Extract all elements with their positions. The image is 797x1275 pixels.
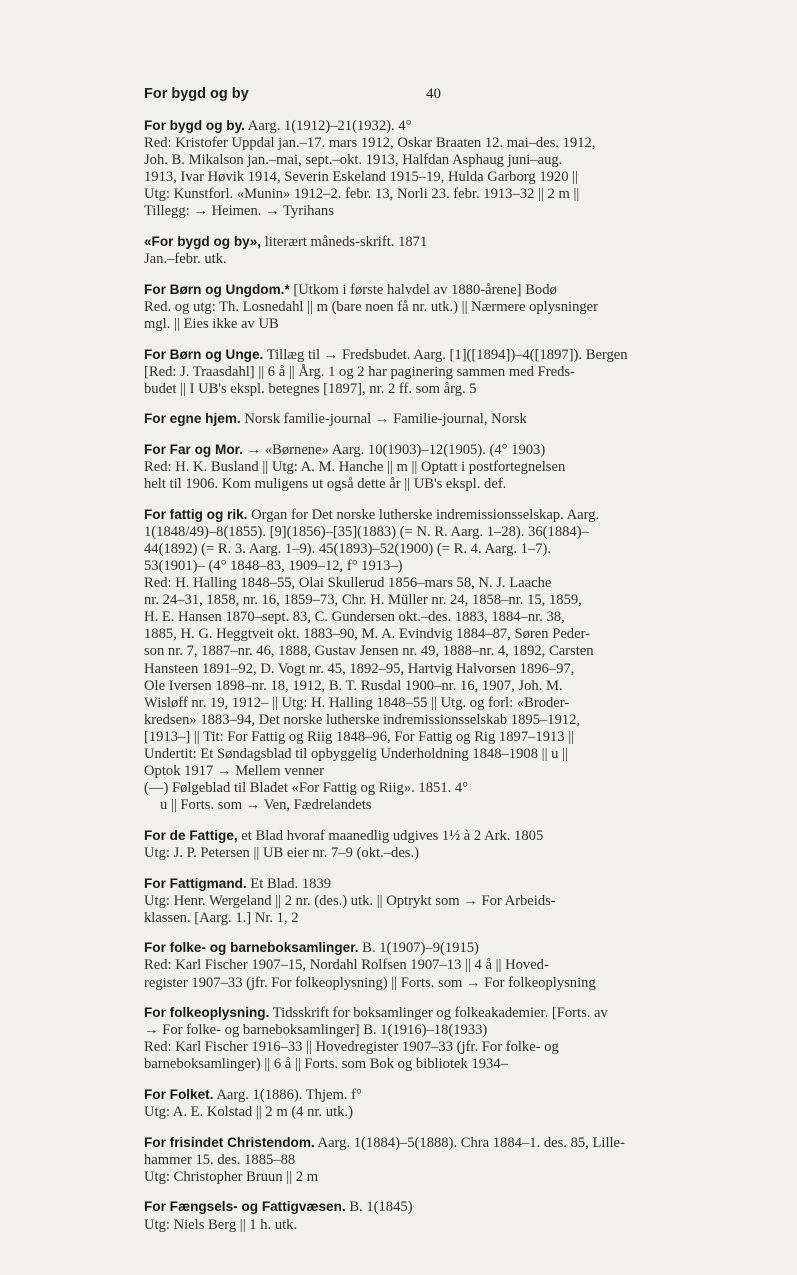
entry-line: Red: Karl Fischer 1916–33 || Hovedregister 1907–33 (jfr. For folke- og <box>144 1039 559 1056</box>
entry-line: Joh. B. Mikalson jan.–mai, sept.–okt. 1913, Halfdan Asphaug juni–aug. <box>144 152 563 169</box>
entry-line: Utg: A. E. Kolstad || 2 m (4 nr. utk.) <box>144 1104 353 1121</box>
entry-line: Red: Kristofer Uppdal jan.–17. mars 1912, Oskar Braaten 12. mai–des. 1912, <box>144 135 596 152</box>
entry-text: Aarg. 1(1912)–21(1932). 4° <box>244 118 412 134</box>
entry-line: Red: H. K. Busland || Utg: A. M. Hanche || m || Optatt i postfortegnelsen <box>144 459 566 475</box>
entry-line: 1913, Ivar Høvik 1914, Severin Eskeland 1915–19, Hulda Garborg 1920 || <box>144 169 578 186</box>
entry-first-line <box>144 875 734 893</box>
entry-line: budet || I UB's ekspl. betegnes [1897], nr. 2 ff. som årg. 5 <box>144 380 477 397</box>
entry-line: hammer 15. des. 1885–88 <box>144 1151 296 1168</box>
entry-headword: For Børn og Unge. <box>144 346 264 362</box>
catalog-entry <box>144 233 734 268</box>
entry-first-line <box>144 410 734 428</box>
catalog-entry <box>144 506 734 815</box>
entry-text: Organ for Det norske lutherske indremissionsselskap. Aarg. <box>247 506 600 523</box>
catalog-entry <box>144 441 734 493</box>
entry-line: register 1907–33 (jfr. For folkeoplysning) || Forts. som → For folkeoplysning <box>144 974 596 991</box>
entry-list <box>144 117 734 1246</box>
entry-line: Red: H. Halling 1848–55, Olai Skullerud 1856–mars 58, N. J. Laache <box>144 575 552 592</box>
entry-line: → For folke- og barneboksamlinger] B. 1(1916)–18(1933) <box>144 1022 488 1039</box>
entry-line: helt til 1906. Kom muligens ut også dette år || UB's ekspl. def. <box>144 476 507 493</box>
catalog-entry <box>144 939 734 991</box>
entry-line: [Red: J. Traasdahl] || 6 å || Årg. 1 og 2 har paginering sammen med Freds- <box>144 363 575 380</box>
entry-text: B. 1(1845) <box>345 1199 413 1216</box>
entry-line: mgl. || Eies ikke av UB <box>144 315 279 332</box>
entry-first-line <box>144 233 734 251</box>
entry-text: Norsk familie-journal → Familie-journal, Norsk <box>240 411 527 428</box>
entry-line: Utg: Niels Berg || 1 h. utk. <box>144 1216 298 1233</box>
entry-text: Aarg. 1(1884)–5(1888). Chra 1884–1. des. 85, Lille- <box>314 1134 625 1151</box>
entry-headword: For Fængsels- og Fattigvæsen. <box>144 1199 346 1215</box>
entry-text: B. 1(1907)–9(1915) <box>358 940 479 957</box>
entry-subentry-line: (—) Følgeblad til Bladet «For Fattig og Riig». 1851. 4° <box>144 780 469 797</box>
entry-headword: For folke- og barneboksamlinger. <box>144 940 359 956</box>
entry-line: nr. 24–31, 1858, nr. 16, 1859–73, Chr. H. Müller nr. 24, 1858–nr. 15, 1859, <box>144 592 582 609</box>
catalog-entry <box>144 827 734 862</box>
entry-first-line <box>144 1198 734 1216</box>
entry-headword: For bygd og by. <box>144 118 245 133</box>
entry-first-line <box>144 827 734 845</box>
entry-line: Tillegg: → Heimen. → Tyrihans <box>144 203 334 220</box>
entry-headword: For Fattigmand. <box>144 875 247 891</box>
entry-first-line <box>144 441 734 459</box>
entry-line: 1885, H. G. Heggtveit okt. 1883–90, M. A. Evindvig 1884–87, Søren Peder- <box>144 626 590 643</box>
entry-text: → «Børnene» Aarg. 10(1903)–12(1905). (4° 1903) <box>242 441 546 458</box>
entry-headword: «For bygd og by», <box>144 234 262 250</box>
entry-first-line <box>144 281 734 299</box>
entry-headword: For frisindet Christendom. <box>144 1134 315 1150</box>
entry-text: [Utkom i første halvdel av 1880-årene] Bodø <box>289 281 557 298</box>
entry-headword: For egne hjem. <box>144 411 241 427</box>
entry-line: Jan.–febr. utk. <box>144 251 227 268</box>
entry-line: Red. og utg: Th. Losnedahl || m (bare noen få nr. utk.) || Nærmere oplysninger <box>144 298 598 315</box>
entry-line: Wisløff nr. 19, 1912– || Utg: H. Halling 1848–55 || Utg. og forl: «Broder- <box>144 694 570 711</box>
catalog-entry <box>144 1004 734 1073</box>
entry-text: literært måneds-skrift. 1871 <box>261 234 428 251</box>
entry-line: Utg: Henr. Wergeland || 2 nr. (des.) utk. || Optrykt som → For Arbeids- <box>144 892 556 909</box>
entry-line: H. E. Hansen 1870–sept. 83, C. Gundersen okt.–des. 1883, 1884–nr. 38, <box>144 609 565 626</box>
entry-first-line <box>144 1086 734 1104</box>
entry-line: Optok 1917 → Mellem venner <box>144 763 324 780</box>
entry-headword: For Folket. <box>144 1087 214 1102</box>
entry-headword: For Far og Mor. <box>144 441 243 457</box>
catalog-entry <box>144 117 734 221</box>
entry-first-line <box>144 1004 734 1022</box>
entry-line: Ole Iversen 1898–nr. 18, 1912, B. T. Rusdal 1900–nr. 16, 1907, Joh. M. <box>144 677 563 694</box>
entry-line: kredsen» 1883–94, Det norske lutherske indremissionsselskab 1895–1912, <box>144 711 581 728</box>
entry-line: klassen. [Aarg. 1.] Nr. 1, 2 <box>144 909 299 926</box>
page-number: 40 <box>426 86 441 102</box>
entry-line: Red: Karl Fischer 1907–15, Nordahl Rolfsen 1907–13 || 4 å || Hoved- <box>144 957 549 974</box>
entry-first-line <box>144 1134 734 1152</box>
entry-first-line <box>144 117 734 135</box>
entry-line: Utg: J. P. Petersen || UB eier nr. 7–9 (okt.–des.) <box>144 844 419 861</box>
entry-line: Utg: Christopher Bruun || 2 m <box>144 1168 319 1185</box>
entry-text: Aarg. 1(1886). Thjem. f° <box>213 1087 362 1103</box>
catalog-entry <box>144 410 734 428</box>
catalog-entry <box>144 281 734 333</box>
entry-line: Utg: Kunstforl. «Munin» 1912–2. febr. 13, Norli 23. febr. 1913–32 || 2 m || <box>144 186 580 203</box>
catalog-entry <box>144 1086 734 1121</box>
entry-first-line <box>144 939 734 957</box>
entry-first-line <box>144 506 734 524</box>
catalog-entry <box>144 1198 734 1233</box>
entry-headword: For fattig og rik. <box>144 506 248 522</box>
catalog-entry <box>144 1134 734 1186</box>
running-title: For bygd og by <box>144 86 249 102</box>
entry-line: Undertit: Et Søndagsblad til opbyggelig Underholdning 1848–1908 || u || <box>144 746 568 762</box>
entry-line: 53(1901)– (4° 1848–83, 1909–12, f° 1913–) <box>144 557 403 574</box>
entry-headword: For Børn og Ungdom.* <box>144 281 290 297</box>
entry-headword: For folkeoplysning. <box>144 1005 270 1021</box>
entry-line: [1913–] || Tit: For Fattig og Riig 1848–96, For Fattig og Rig 1897–1913 || <box>144 728 575 745</box>
entry-line: 44(1892) (= R. 3. Aarg. 1–9). 45(1893)–52(1900) (= R. 4. Aarg. 1–7). <box>144 540 552 557</box>
entry-line: barneboksamlinger) || 6 å || Forts. som Bok og bibliotek 1934– <box>144 1056 508 1073</box>
entry-text: Et Blad. 1839 <box>246 875 332 892</box>
entry-text: et Blad hvoraf maanedlig udgives 1½ à 2 Ark. 1805 <box>237 827 544 844</box>
entry-subentry-line: u || Forts. som → Ven, Fædrelandets <box>160 797 372 814</box>
page-header <box>144 86 734 106</box>
entry-text: Tillæg til → Fredsbudet. Aarg. [1]([1894])–4([1897]). Bergen <box>263 346 628 363</box>
catalog-entry <box>144 875 734 927</box>
catalog-entry <box>144 346 734 398</box>
entry-line: 1(1848/49)–8(1855). [9](1856)–[35](1883) (= N. R. Aarg. 1–28). 36(1884)– <box>144 523 589 540</box>
entry-first-line <box>144 346 734 364</box>
entry-line: son nr. 7, 1887–nr. 46, 1888, Gustav Jensen nr. 49, 1888–nr. 4, 1892, Carsten <box>144 643 594 660</box>
entry-text: Tidsskrift for boksamlinger og folkeakademier. [Forts. av <box>269 1005 608 1022</box>
entry-headword: For de Fattige, <box>144 827 238 843</box>
entry-line: Hansteen 1891–92, D. Vogt nr. 45, 1892–95, Hartvig Halvorsen 1896–97, <box>144 660 575 677</box>
